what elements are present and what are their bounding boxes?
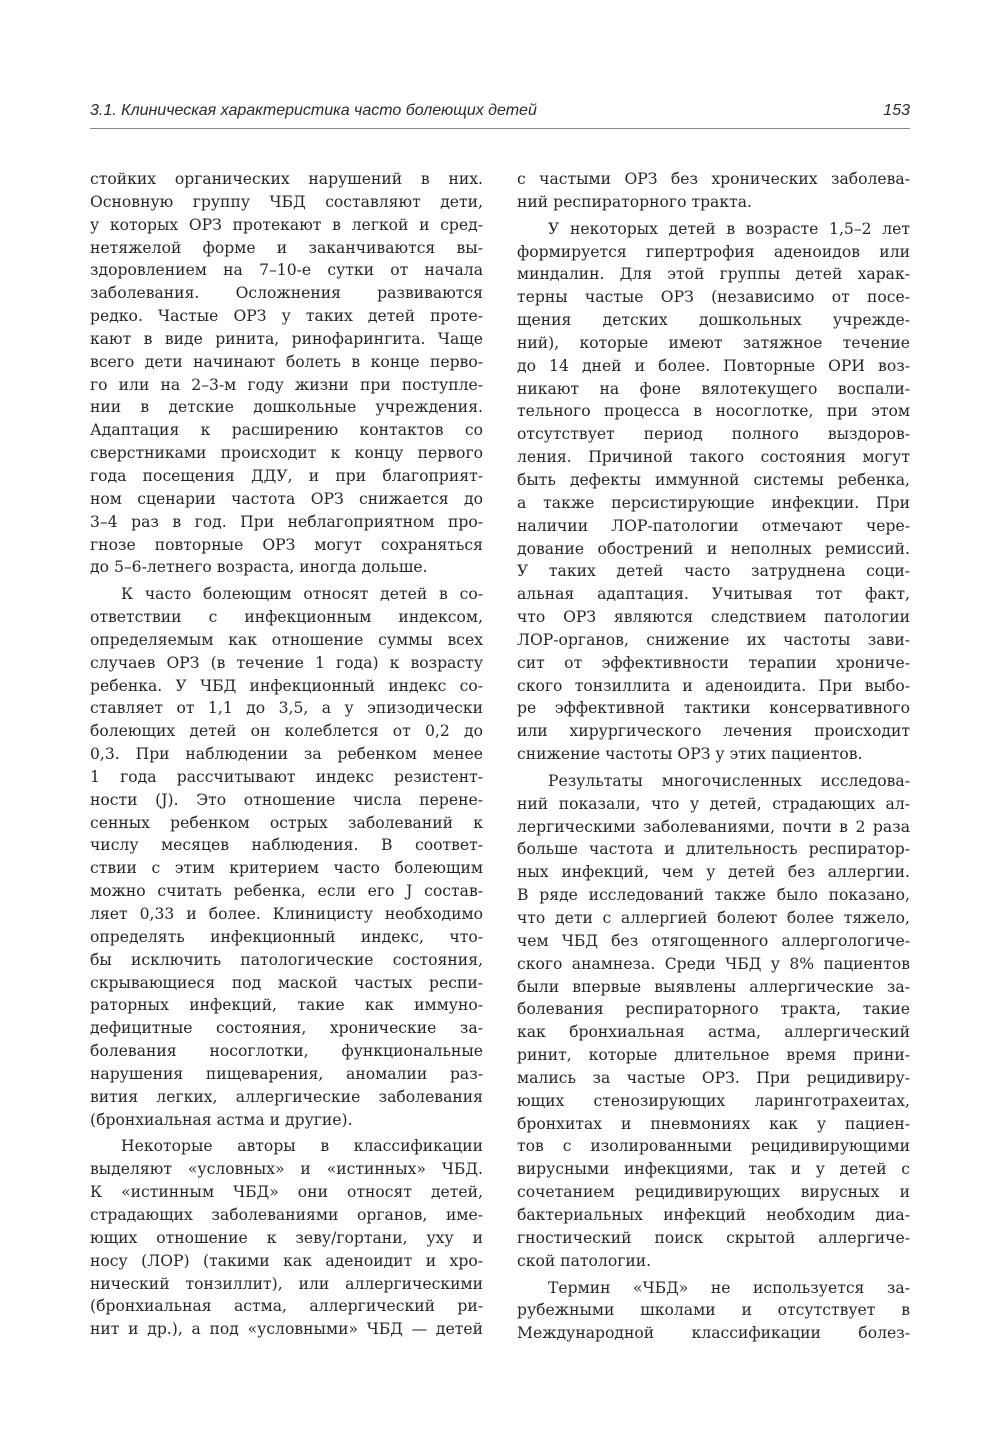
text-line: всего дети начинают болеть в конце перво- (90, 352, 483, 371)
text-line: ний), которые имеют затяжное течение (517, 333, 910, 352)
text-line: были впервые выявлены аллергические за- (517, 977, 910, 996)
text-line: а также персистирующие инфекции. При (517, 493, 910, 512)
text-line: чем ЧБД без отягощенного аллергологиче- (517, 931, 910, 950)
text-line: ющих отношение к зеву/гортани, уху и (90, 1228, 483, 1247)
text-line: ответствии с инфекционным индексом, (90, 608, 483, 627)
text-line: мались за частые ОРЗ. При рецидивиру- (517, 1068, 910, 1087)
text-line: вирусными инфекциями, так и у детей с (517, 1160, 910, 1179)
text-line: бактериальных инфекций необходим диа- (517, 1205, 910, 1224)
text-line: случаев ОРЗ (в течение 1 года) к возрасту (90, 653, 483, 672)
text-line: ний респираторного тракта. (517, 192, 752, 211)
text-line: ности (J). Это отношение числа перене- (90, 790, 483, 809)
text-line: определять инфекционный индекс, что- (90, 927, 483, 946)
text-line: ЛОР-органов, снижение их частоты зави- (517, 630, 910, 649)
text-line: нии в детские дошкольные учреждения. (90, 398, 483, 417)
text-line: ребенка. У ЧБД инфекционный индекс со- (90, 676, 483, 695)
text-line: болевания респираторного тракта, такие (517, 1000, 910, 1019)
text-line: Термин «ЧБД» не используется за- (548, 1278, 910, 1297)
text-line: у которых ОРЗ протекают в легкой и сред- (90, 215, 483, 234)
text-line: К «истинным ЧБД» они относят детей, (90, 1183, 483, 1202)
text-line: снижение частоты ОРЗ у этих пациентов. (517, 745, 863, 764)
text-line: го или на 2–3-м году жизни при поступле- (90, 375, 483, 394)
text-line: дование обострений и неполных ремиссий. (517, 539, 910, 558)
text-line: сверстниками происходит к концу первого (90, 444, 483, 463)
text-line: (бронхиальная астма, аллергический ри- (90, 1297, 483, 1316)
text-line: ринит, которые длительное время прини- (517, 1046, 910, 1065)
text-line: стойких органических нарушений в них. (90, 170, 483, 188)
text-line: К часто болеющим относят детей в со- (121, 585, 483, 604)
text-line: ющих стенозирующих ларинготрахеитах, (517, 1091, 910, 1110)
text-line: Результаты многочисленных исследова- (548, 771, 910, 790)
text-line: больше частота и длительность респиратор- (517, 840, 910, 859)
text-line: до 14 дней и более. Повторные ОРИ воз- (517, 356, 910, 375)
text-line: Некоторые авторы в классификации (121, 1137, 483, 1156)
text-line: отсутствует период полного выздоров- (517, 425, 910, 444)
text-line: никают на фоне вялотекущего воспали- (517, 379, 910, 398)
text-line: ных инфекций, чем у детей без аллергии. (517, 863, 910, 882)
text-line: бронхитах и пневмониях как у пациен- (517, 1114, 910, 1133)
text-line: нарушения пищеварения, аномалии раз- (90, 1064, 483, 1083)
text-line: ского анамнеза. Среди ЧБД у 8% пациентов (517, 954, 910, 973)
text-line: ний показали, что у детей, страдающих ал- (517, 794, 910, 813)
text-line: что дети с аллергией болеют более тяжело, (517, 909, 910, 927)
text-line: ном сценарии частота ОРЗ снижается до (90, 489, 483, 508)
text-line: У таких детей часто затруднена соци- (517, 562, 910, 581)
text-line: нетяжелой форме и заканчиваются вы- (90, 238, 483, 257)
text-line: здоровлением на 7–10-е сутки от начала (90, 261, 483, 280)
text-line: с частыми ОРЗ без хронических заболева- (517, 170, 910, 188)
text-line: ре эффективной тактики консервативного (517, 699, 910, 718)
text-line: кают в виде ринита, ринофарингита. Чаще (90, 329, 483, 348)
text-line: 0,3. При наблюдении за ребенком менее (90, 745, 483, 764)
text-line: нит и др.), а под «условными» ЧБД — детей (90, 1320, 483, 1339)
text-line: числу месяцев наблюдения. В соответ- (90, 836, 483, 855)
text-line: миндалин. Для этой группы детей харак- (517, 265, 910, 284)
text-line: что ОРЗ являются следствием патологии (517, 608, 910, 627)
text-line: быть дефекты иммунной системы ребенка, (517, 470, 910, 489)
text-line: болевания носоглотки, функциональные (90, 1042, 483, 1061)
text-line: заболевания. Осложнения развиваются (90, 284, 483, 303)
text-line: нический тонзиллит), или аллергическими (90, 1274, 483, 1293)
text-line: ствии с этим критерием часто болеющим (90, 859, 483, 878)
text-line: ской патологии. (517, 1251, 652, 1270)
text-line: щения детских дошкольных учрежде- (517, 311, 910, 330)
running-header (90, 94, 910, 129)
text-line: 3–4 раз в год. При неблагоприятном про- (90, 512, 483, 531)
text-line: наличии ЛОР-патологии отмечают чере- (517, 516, 910, 535)
text-line: раторных инфекций, такие как иммуно- (90, 996, 483, 1015)
text-line: ляет 0,33 и более. Клиницисту необходимо (90, 905, 483, 923)
text-line: как бронхиальная астма, аллергический (517, 1023, 910, 1042)
section-title: 3.1. Клиническая характеристика часто болеющих детей (90, 102, 537, 119)
text-line: лергическими заболеваниями, почти в 2 раза (517, 817, 910, 836)
text-line: 1 года рассчитывают индекс резистент- (90, 767, 483, 786)
text-line: У некоторых детей в возрасте 1,5–2 лет (548, 219, 910, 238)
text-line: болеющих детей он колеблется от 0,2 до (90, 722, 483, 741)
text-line: рубежными школами и отсутствует в (517, 1301, 910, 1320)
text-line: сенных ребенком острых заболеваний к (90, 813, 483, 832)
text-line: сочетанием рецидивирующих вирусных и (517, 1183, 910, 1202)
text-line: тов с изолированными рецидивирующими (517, 1137, 910, 1156)
text-line: страдающих заболеваниями органов, име- (90, 1205, 483, 1224)
text-line: бы исключить патологические состояния, (90, 950, 483, 969)
text-line: ского тонзиллита и аденоидита. При выбо- (517, 676, 910, 695)
text-line: гнозе повторные ОРЗ могут сохраняться (90, 535, 483, 554)
text-line: гностический поиск скрытой аллергиче- (517, 1228, 910, 1247)
text-line: Адаптация к расширению контактов со (90, 421, 483, 440)
left-text-column (90, 168, 483, 1341)
text-line: Международной классификации болез- (517, 1324, 910, 1343)
text-line: (бронхиальная астма и другие). (90, 1110, 353, 1129)
text-line: редко. Частые ОРЗ у таких детей проте- (90, 307, 483, 326)
text-line: или хирургического лечения происходит (517, 722, 910, 741)
page-number: 153 (883, 102, 910, 119)
text-line: В ряде исследований также было показано, (517, 886, 910, 905)
text-line: определяемым как отношение суммы всех (90, 630, 483, 649)
text-line: можно считать ребенка, если его J состав- (90, 882, 483, 901)
text-line: выделяют «условных» и «истинных» ЧБД. (90, 1160, 483, 1179)
text-line: носу (ЛОР) (такими как аденоидит и хро- (90, 1251, 483, 1270)
text-line: терны частые ОРЗ (независимо от посе- (517, 288, 910, 307)
text-line: формируется гипертрофия аденоидов или (517, 242, 910, 261)
text-line: сит от эффективности терапии хрониче- (517, 653, 910, 672)
text-line: вития легких, аллергические заболевания (90, 1087, 483, 1106)
text-line: года посещения ДДУ, и при благоприят- (90, 466, 483, 485)
text-line: тельного процесса в носоглотке, при этом (517, 402, 910, 421)
right-text-column (517, 168, 910, 1345)
text-line: до 5–6-летнего возраста, иногда дольше. (90, 558, 428, 577)
text-line: дефицитные состояния, хронические за- (90, 1019, 483, 1038)
text-line: Основную группу ЧБД составляют дети, (90, 192, 483, 211)
text-line: ления. Причиной такого состояния могут (517, 448, 910, 467)
text-line: скрывающиеся под маской частых респи- (90, 973, 483, 992)
text-line: альная адаптация. Учитывая тот факт, (517, 585, 910, 604)
text-line: ставляет от 1,1 до 3,5, а у эпизодически (90, 699, 483, 718)
